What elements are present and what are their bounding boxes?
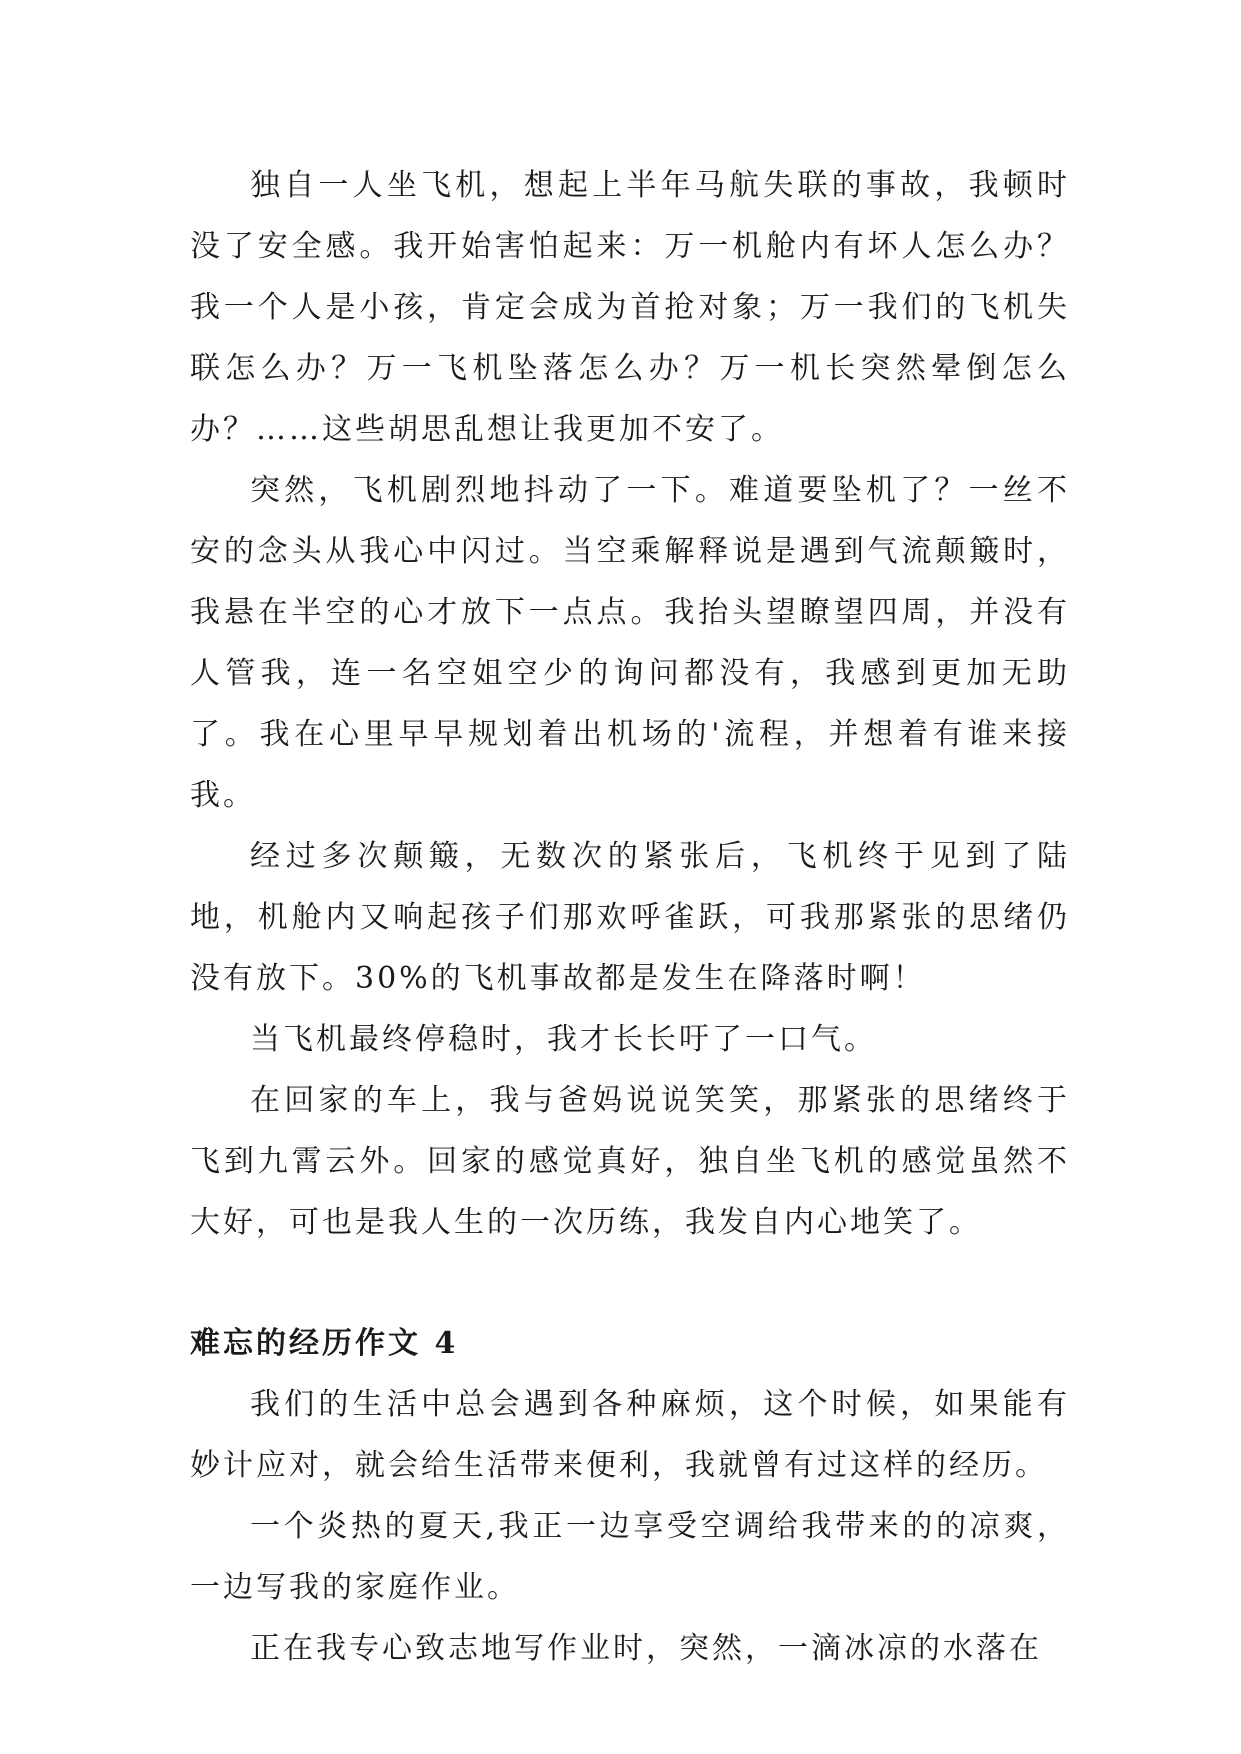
section-spacer bbox=[190, 1253, 1070, 1313]
paragraph: 我们的生活中总会遇到各种麻烦，这个时候，如果能有妙计应对，就会给生活带来便利，我就曾有过这样的经历。 bbox=[190, 1387, 1070, 1483]
section-title: 难忘的经历作文 4 bbox=[190, 1326, 459, 1361]
paragraph: 在回家的车上，我与爸妈说说笑笑，那紧张的思绪终于飞到九霄云外。回家的感觉真好，独自坐飞机的感觉虽然不大好，可也是我人生的一次历练，我发自内心地笑了。 bbox=[190, 1083, 1070, 1240]
document-body bbox=[190, 155, 1070, 1679]
paragraph: 当飞机最终停稳时，我才长长吁了一口气。 bbox=[250, 1022, 877, 1057]
paragraph: 独自一人坐飞机，想起上半年马航失联的事故，我顿时没了安全感。我开始害怕起来：万一机舱内有坏人怎么办？我一个人是小孩，肯定会成为首抢对象；万一我们的飞机失联怎么办？万一飞机坠落怎么办？万一机长突然晕倒怎么办？……这些胡思乱想让我更加不安了。 bbox=[190, 168, 1070, 447]
paragraph: 突然，飞机剧烈地抖动了一下。难道要坠机了？一丝不安的念头从我心中闪过。当空乘解释说是遇到气流颠簸时，我悬在半空的心才放下一点点。我抬头望瞭望四周，并没有人管我，连一名空姐空少的询问都没有，我感到更加无助了。我在心里早早规划着出机场的'流程，并想着有谁来接我。 bbox=[190, 473, 1070, 813]
paragraph: 正在我专心致志地写作业时，突然，一滴冰凉的水落在 bbox=[250, 1631, 1042, 1666]
paragraph: 一个炎热的夏天,我正一边享受空调给我带来的的凉爽，一边写我的家庭作业。 bbox=[190, 1509, 1070, 1605]
paragraph: 经过多次颠簸，无数次的紧张后，飞机终于见到了陆地，机舱内又响起孩子们那欢呼雀跃，可我那紧张的思绪仍没有放下。30%的飞机事故都是发生在降落时啊！ bbox=[190, 839, 1070, 996]
